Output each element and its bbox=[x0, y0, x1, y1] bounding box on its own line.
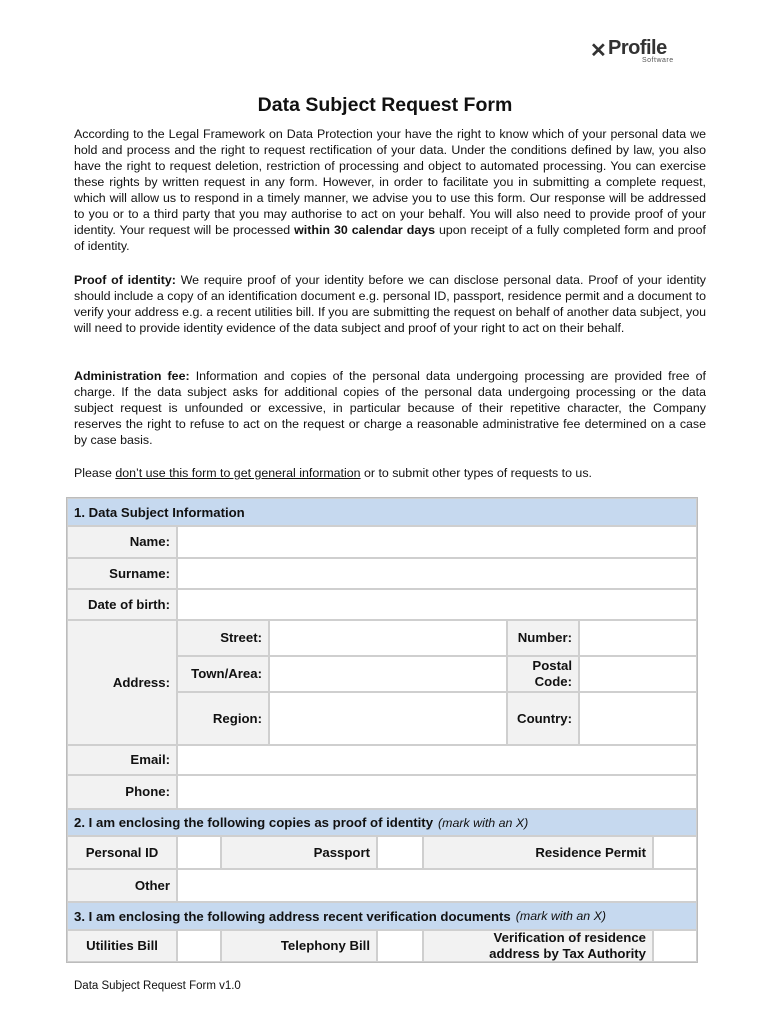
proof-of-identity-paragraph: Proof of identity: We require proof of your identity before we can disclose personal data. Proof of your identity should include a copy of an identification document e.g. personal ID, passport, residence permit and a document to verify your address e.g. a recent utilities bill. If you are submitting the request on behalf of another data subject, you will need to provide identity evidence of the data subject and proof of your right to act on their behalf. bbox=[74, 273, 706, 335]
residence-permit-label: Residence Permit bbox=[423, 836, 653, 869]
postal-code-label: Postal Code: bbox=[507, 656, 579, 692]
number-field[interactable] bbox=[579, 620, 697, 656]
personal-id-checkbox[interactable] bbox=[177, 836, 221, 869]
logo-subtitle: Software bbox=[642, 57, 674, 64]
page-title: Data Subject Request Form bbox=[257, 94, 513, 116]
name-label: Name: bbox=[67, 526, 177, 558]
postal-code-field[interactable] bbox=[579, 656, 697, 692]
region-label: Region: bbox=[177, 692, 269, 745]
phone-field[interactable] bbox=[177, 775, 697, 809]
date-of-birth-field[interactable] bbox=[177, 589, 697, 620]
country-field[interactable] bbox=[579, 692, 697, 745]
street-label: Street: bbox=[177, 620, 269, 656]
country-label: Country: bbox=[507, 692, 579, 745]
telephony-bill-checkbox[interactable] bbox=[377, 930, 423, 962]
administration-fee-paragraph: Administration fee: Information and copies of the personal data undergoing processing are provided free of charge. If the data subject asks for additional copies of the personal data undergoing processing or the data subject request is unfounded or excessive, in particular because of their repetitive character, the Company reserves the right to refuse to act on the request or charge a reasonable administrative fee determined on a case by case basis. bbox=[74, 369, 706, 447]
surname-label: Surname: bbox=[67, 558, 177, 589]
address-label: Address: bbox=[67, 620, 177, 745]
personal-id-label: Personal ID bbox=[67, 836, 177, 869]
region-field[interactable] bbox=[269, 692, 507, 745]
town-area-label: Town/Area: bbox=[177, 656, 269, 692]
footer-version: Data Subject Request Form v1.0 bbox=[74, 980, 241, 992]
request-form bbox=[66, 497, 698, 963]
town-area-field[interactable] bbox=[269, 656, 507, 692]
company-logo bbox=[590, 38, 690, 66]
other-field[interactable] bbox=[177, 869, 697, 902]
phone-label: Phone: bbox=[67, 775, 177, 809]
number-label: Number: bbox=[507, 620, 579, 656]
general-info-notice: Please don’t use this form to get general information or to submit other types of requests to us. bbox=[74, 466, 592, 480]
residence-permit-checkbox[interactable] bbox=[653, 836, 697, 869]
section-1-header: 1. Data Subject Information bbox=[67, 498, 697, 526]
passport-checkbox[interactable] bbox=[377, 836, 423, 869]
tax-verification-checkbox[interactable] bbox=[653, 930, 697, 962]
passport-label: Passport bbox=[221, 836, 377, 869]
name-field[interactable] bbox=[177, 526, 697, 558]
section-2-header: 2. I am enclosing the following copies as proof of identity (mark with an X) bbox=[67, 809, 697, 836]
email-label: Email: bbox=[67, 745, 177, 775]
utilities-bill-label: Utilities Bill bbox=[67, 930, 177, 962]
date-of-birth-label: Date of birth: bbox=[67, 589, 177, 620]
tax-verification-label: Verification of residence address by Tax Authority bbox=[423, 930, 653, 962]
notice-underlined-text: don’t use this form to get general information bbox=[115, 466, 361, 480]
email-field[interactable] bbox=[177, 745, 697, 775]
logo-name: Profile bbox=[608, 37, 667, 59]
utilities-bill-checkbox[interactable] bbox=[177, 930, 221, 962]
profile-logo-icon: ✕ bbox=[590, 40, 607, 62]
other-label: Other bbox=[67, 869, 177, 902]
intro-paragraph: According to the Legal Framework on Data Protection your have the right to know which of your personal data we hold and process and the right to request rectification of your data. Under the conditions defined by law, you also have the right to request deletion, restriction of processing and object to automated processing. You can exercise these rights by written request in any form. However, in order to facilitate you in submitting a complete request, which will allow us to respond in a timely manner, we advise you to use this form. Our response will be addressed to you or to a third party that you may authorise to act on your behalf. You will also need to provide proof of your identity. Your request will be processed within 30 calendar days upon receipt of a fully completed form and proof of identity. bbox=[74, 127, 707, 253]
telephony-bill-label: Telephony Bill bbox=[221, 930, 377, 962]
section-3-header: 3. I am enclosing the following address recent verification documents (mark with an X) bbox=[67, 902, 697, 930]
street-field[interactable] bbox=[269, 620, 507, 656]
surname-field[interactable] bbox=[177, 558, 697, 589]
